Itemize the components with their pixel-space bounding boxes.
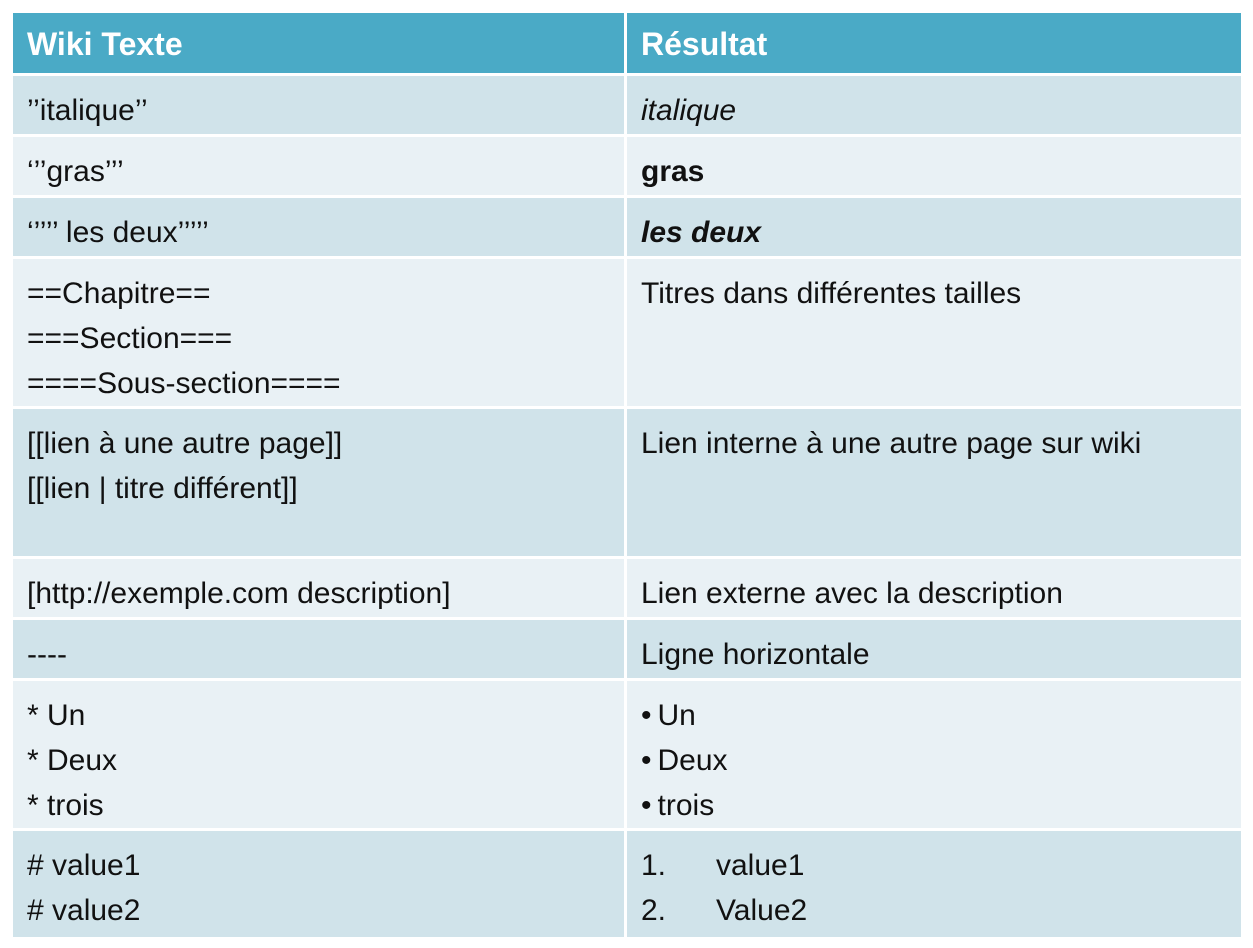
result-line: Lien interne à une autre page sur wiki (641, 427, 1142, 460)
wiki-cell (13, 137, 627, 195)
bullet-glyph: • (641, 699, 652, 732)
numbered-text: value1 (716, 849, 805, 882)
result-line: les deux (641, 216, 762, 249)
wiki-cell (13, 559, 627, 617)
wiki-line: ====Sous-section==== (27, 367, 341, 400)
header-result: Résultat (641, 26, 768, 62)
table-row-external-link (13, 559, 1241, 620)
bullet-text: trois (657, 789, 715, 822)
bullet-text: Deux (657, 744, 728, 777)
table-header-row (13, 13, 1241, 76)
list-number: 1. (641, 849, 667, 882)
result-line: Lien externe avec la description (641, 577, 1063, 610)
numbered-list-item (641, 888, 1227, 933)
table-row-headings (13, 259, 1241, 409)
table-row-horizontal-line (13, 620, 1241, 681)
result-cell (627, 76, 1241, 134)
wiki-line: ‘’’’’ les deux’’’’’ (27, 216, 209, 249)
result-cell (627, 259, 1241, 406)
wiki-line: ===Section=== (27, 322, 233, 355)
result-line: italique (641, 94, 737, 127)
wiki-line: * Un (27, 699, 86, 732)
wiki-line: ’’italique’’ (27, 94, 148, 127)
wiki-line: ==Chapitre== (27, 277, 211, 310)
bullet-glyph: • (641, 744, 652, 777)
numbered-text: Value2 (716, 894, 808, 927)
wiki-cell (13, 620, 627, 678)
wiki-cell (13, 409, 627, 556)
wiki-syntax-table (13, 13, 1241, 937)
result-cell (627, 559, 1241, 617)
wiki-line: ‘’’gras’’’ (27, 155, 124, 188)
result-line: Ligne horizontale (641, 638, 870, 671)
bullet-list-item (641, 783, 1227, 828)
wiki-line: ---- (27, 638, 67, 671)
wiki-line: [http://exemple.com description] (27, 577, 451, 610)
wiki-line: # value2 (27, 894, 141, 927)
wiki-line: [[lien | titre différent]] (27, 472, 298, 505)
table-row-numbered-list (13, 831, 1241, 937)
header-wiki-text: Wiki Texte (13, 13, 627, 73)
table-row-bold (13, 137, 1241, 198)
wiki-cell (13, 76, 627, 134)
table-row-bold-italic (13, 198, 1241, 259)
bullet-glyph: • (641, 789, 652, 822)
wiki-cell (13, 831, 627, 937)
bullet-list-item (641, 738, 1227, 783)
wiki-cell (13, 259, 627, 406)
result-line: Titres dans différentes tailles (641, 277, 1022, 310)
table-row-italic (13, 76, 1241, 137)
bullet-text: Un (657, 699, 696, 732)
result-cell (627, 198, 1241, 256)
wiki-cell (13, 198, 627, 256)
result-cell (627, 681, 1241, 828)
result-line: gras (641, 155, 705, 188)
result-cell (627, 620, 1241, 678)
table-row-bullet-list (13, 681, 1241, 831)
wiki-line: * Deux (27, 744, 118, 777)
numbered-list-item (641, 843, 1227, 888)
list-number: 2. (641, 894, 667, 927)
wiki-line: * trois (27, 789, 104, 822)
wiki-line: [[lien à une autre page]] (27, 427, 343, 460)
result-cell (627, 409, 1241, 556)
result-cell (627, 137, 1241, 195)
result-cell (627, 831, 1241, 937)
table-row-internal-link (13, 409, 1241, 559)
wiki-cell (13, 681, 627, 828)
bullet-list-item (641, 693, 1227, 738)
wiki-line: # value1 (27, 849, 141, 882)
